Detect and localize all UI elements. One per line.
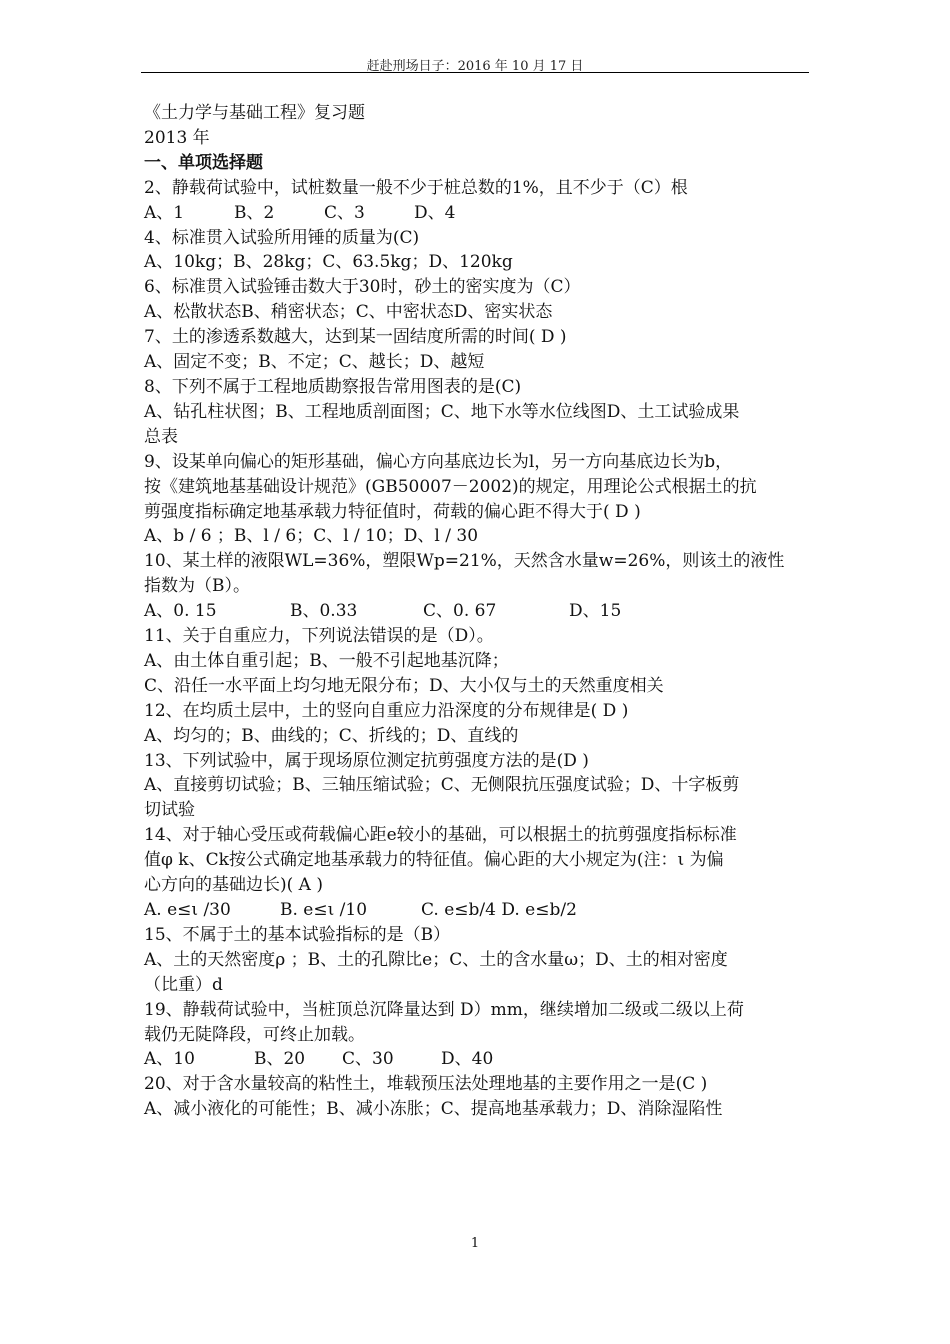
question-4: 4、标准贯入试验所用锤的质量为(C) bbox=[144, 227, 420, 248]
option-b: B、20 bbox=[254, 1049, 306, 1070]
page-header: 赶赴刑场日子：2016 年 10 月 17 日 bbox=[366, 59, 584, 74]
option-d: D、40 bbox=[441, 1049, 494, 1070]
question-19-options bbox=[144, 1047, 812, 1072]
document-body bbox=[144, 101, 812, 1122]
option-b: B、2 bbox=[234, 202, 275, 223]
option-a: A、1 bbox=[144, 202, 185, 223]
question-9-line2: 按《建筑地基基础设计规范》(GB50007－2002)的规定，用理论公式根据土的抗 bbox=[144, 476, 757, 497]
doc-title: 《土力学与基础工程》复习题 bbox=[144, 103, 365, 123]
question-4-options: A、10kg；B、28kg；C、63.5kg；D、120kg bbox=[144, 252, 513, 273]
doc-year: 2013 年 bbox=[144, 127, 210, 148]
question-11: 11、关于自重应力，下列说法错误的是（D）。 bbox=[144, 626, 494, 647]
question-10-line2: 指数为（B）。 bbox=[144, 576, 250, 597]
question-2: 2、静载荷试验中，试桩数量一般不少于桩总数的1%，且不少于（C）根 bbox=[144, 177, 688, 198]
option-b: B. e≤ι /10 bbox=[280, 900, 368, 920]
question-15-options-cont: （比重）d bbox=[144, 974, 223, 995]
question-2-options bbox=[144, 201, 812, 226]
option-a: A. e≤ι /30 bbox=[144, 900, 231, 920]
header-rule bbox=[141, 72, 809, 73]
question-8-options-cont: 总表 bbox=[144, 426, 178, 447]
question-10-line1: 10、某土样的液限WL=36%，塑限Wp=21%，天然含水量w=26%，则该土的液性 bbox=[144, 551, 785, 572]
section-heading: 一、单项选择题 bbox=[144, 152, 263, 173]
question-6: 6、标准贯入试验锤击数大于30时，砂土的密实度为（C） bbox=[144, 277, 581, 298]
question-10-options bbox=[144, 599, 812, 624]
question-14-line2: 值φ k、Ck按公式确定地基承载力的特征值。偏心距的大小规定为(注：ι 为偏 bbox=[144, 850, 724, 871]
option-b: B、0.33 bbox=[290, 601, 358, 622]
question-20: 20、对于含水量较高的粘性土，堆载预压法处理地基的主要作用之一是(C ) bbox=[144, 1074, 708, 1095]
question-14-line3: 心方向的基础边长)( A ) bbox=[144, 875, 323, 896]
question-7-options: A、固定不变；B、不定；C、越长；D、越短 bbox=[144, 352, 485, 373]
question-6-options: A、松散状态B、稍密状态；C、中密状态D、密实状态 bbox=[144, 302, 553, 323]
question-8-options: A、钻孔柱状图；B、工程地质剖面图；C、地下水等水位线图D、土工试验成果 bbox=[144, 401, 740, 422]
question-11-options-2: C、沿任一水平面上均匀地无限分布；D、大小仅与土的天然重度相关 bbox=[144, 675, 664, 696]
question-9-line3: 剪强度指标确定地基承载力特征值时，荷载的偏心距不得大于( D ) bbox=[144, 501, 641, 522]
question-13-options-cont: 切试验 bbox=[144, 800, 195, 821]
question-11-options-1: A、由土体自重引起；B、一般不引起地基沉降； bbox=[144, 650, 509, 671]
option-a: A、0. 15 bbox=[144, 601, 217, 622]
question-14-options bbox=[144, 898, 812, 923]
question-9-line1: 9、设某单向偏心的矩形基础，偏心方向基底边长为l，另一方向基底边长为b， bbox=[144, 451, 733, 472]
question-7: 7、土的渗透系数越大，达到某一固结度所需的时间( D ) bbox=[144, 327, 567, 348]
question-12-options: A、均匀的；B、曲线的；C、折线的；D、直线的 bbox=[144, 725, 519, 746]
question-20-options: A、减小液化的可能性；B、减小冻胀；C、提高地基承载力；D、消除湿陷性 bbox=[144, 1099, 723, 1120]
question-8: 8、下列不属于工程地质勘察报告常用图表的是(C) bbox=[144, 376, 522, 397]
question-15: 15、不属于土的基本试验指标的是（B） bbox=[144, 924, 451, 945]
question-19-line2: 载仍无陡降段，可终止加载。 bbox=[144, 1024, 365, 1045]
page-number: 1 bbox=[470, 1236, 480, 1251]
option-d: D、4 bbox=[414, 202, 456, 223]
option-c: C、30 bbox=[342, 1049, 394, 1070]
question-12: 12、在均质土层中，土的竖向自重应力沿深度的分布规律是( D ) bbox=[144, 700, 629, 721]
option-a: A、10 bbox=[144, 1049, 195, 1070]
option-d: D、15 bbox=[569, 601, 622, 622]
question-14-line1: 14、对于轴心受压或荷载偏心距e较小的基础，可以根据土的抗剪强度指标标准 bbox=[144, 825, 737, 846]
question-9-options: A、b / 6 ；B、l / 6；C、l / 10；D、l / 30 bbox=[144, 526, 479, 547]
question-13-options: A、直接剪切试验；B、三轴压缩试验；C、无侧限抗压强度试验；D、十字板剪 bbox=[144, 775, 740, 796]
question-13: 13、下列试验中，属于现场原位测定抗剪强度方法的是(D ) bbox=[144, 750, 589, 771]
question-19-line1: 19、静载荷试验中，当桩顶总沉降量达到 D）mm，继续增加二级或二级以上荷 bbox=[144, 999, 744, 1020]
option-c: C、0. 67 bbox=[423, 601, 497, 622]
question-15-options: A、土的天然密度ρ ；B、土的孔隙比e；C、土的含水量ω；D、土的相对密度 bbox=[144, 949, 728, 970]
option-cd: C. e≤b/4 D. e≤b/2 bbox=[421, 900, 577, 920]
option-c: C、3 bbox=[324, 202, 365, 223]
